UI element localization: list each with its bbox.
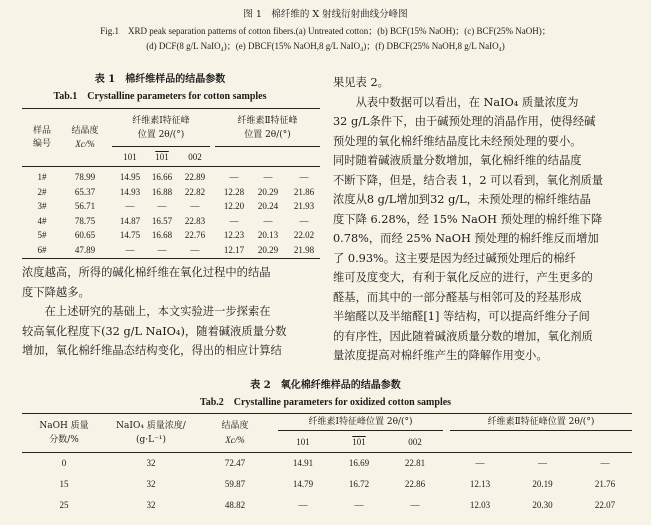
- table1-cell: 12.17: [223, 244, 245, 255]
- table1-cell: 16.57: [151, 215, 173, 226]
- table1-header-cellulose1: 纤维素Ⅰ特征峰: [132, 116, 190, 126]
- table2-header-crystallinity-unit: Xc/%: [225, 435, 245, 445]
- table1-header-cellulose1-unit: 位置 2θ/(°): [137, 130, 185, 140]
- table1-cell: 20.24: [257, 201, 279, 211]
- right-text-line: 32 g/L条件下，由于碱预处理的消晶作用，使得经碱: [333, 115, 596, 128]
- table2-cell: 14.91: [292, 458, 314, 468]
- table1-cell: 20.29: [257, 244, 279, 255]
- table1-top-rule: [22, 108, 320, 109]
- left-text-line: 在上述研究的基础上，本文实验进一步探索在: [22, 305, 271, 318]
- left-text-line: 浓度越高，所得的碱化棉纤维在氧化过程中的结晶: [22, 266, 271, 279]
- table2-title-en: Tab.2 Crystalline parameters for oxidized cotton samples: [199, 397, 452, 408]
- table1-cell: 16.68: [151, 230, 173, 240]
- table2-cell: —: [354, 500, 364, 510]
- table2-header-naoh-unit: 分数/%: [49, 435, 79, 445]
- table1-cell: 22.83: [184, 215, 206, 226]
- table1-c2-subrule: [215, 146, 320, 147]
- table1-cell: 22.89: [184, 172, 206, 182]
- table2-c2-subrule: [450, 430, 632, 431]
- table1-cell: 22.76: [184, 230, 206, 240]
- table2-header-crystallinity: 结晶度: [221, 421, 249, 431]
- table2-cell: 16.72: [348, 479, 370, 489]
- table1-bottom-rule: [22, 258, 320, 259]
- table1-cell: 14.95: [119, 172, 141, 182]
- right-text-line: 的有序性，因此随着碱液质量分数的增加，氧化剂质: [333, 329, 593, 343]
- table1-header-crystallinity-unit: Xc/%: [75, 139, 95, 149]
- table1-cell: 22.02: [293, 230, 315, 240]
- right-text-line: 醛基，而其中的一部分醛基与相邻可及的羟基形成: [333, 290, 582, 304]
- table1-header-crystallinity: 结晶度: [71, 126, 99, 136]
- table2-cell: 20.30: [532, 500, 553, 510]
- table1-header-101: 101: [123, 152, 137, 162]
- table1-cell: 22.82: [184, 186, 206, 197]
- table1-cell: 60.65: [74, 230, 96, 240]
- table2-cell: 22.86: [404, 479, 426, 489]
- table2-cell: —: [538, 458, 547, 468]
- right-text-line: 同时随着碱液质量分数增加，氧化棉纤维的结晶度: [333, 154, 582, 167]
- left-text-line: 增加，氧化棉纤维晶态结构变化，得出的相应计算结: [22, 344, 282, 357]
- table1-cell: 21.93: [293, 201, 315, 211]
- table2-cell: 16.69: [348, 458, 370, 468]
- table1-header-cellulose2-unit: 位置 2θ/(°): [244, 130, 291, 140]
- table2-header-cellulose1: 纤维素Ⅰ特征峰位置 2θ/(°): [308, 417, 413, 427]
- table2-title-cn: 表 2 氧化棉纤维样品的结晶参数: [250, 380, 401, 391]
- right-text-line: 0.78%，而经 25% NaOH 预处理的棉纤维反而增加: [333, 232, 599, 245]
- table2-top-rule: [22, 413, 632, 414]
- table1-cell: 14.93: [119, 186, 141, 197]
- table1-cell: 20.13: [257, 230, 279, 240]
- table1-cell: 12.23: [223, 230, 245, 240]
- right-text-line: 预处理的氧化棉纤维结晶度比未经预处理的要小。: [333, 134, 582, 148]
- table1-cell: —: [299, 215, 309, 226]
- table1-cell: 21.98: [293, 244, 315, 255]
- table1-cell: 20.29: [257, 186, 279, 197]
- table1-cell: 16.88: [151, 186, 173, 197]
- table2-header-naio4: NaIO₄ 质量浓度/: [116, 421, 186, 431]
- table1-c1-subrule: [112, 146, 210, 147]
- figure-caption-cn: 图 1 棉纤维的 X 射线衍射曲线分峰图: [243, 9, 408, 20]
- table1-header-sample: 样品: [32, 126, 51, 136]
- table1-cell: —: [190, 201, 200, 211]
- table2-header-rule: [22, 452, 632, 453]
- table1-header-rule: [22, 166, 320, 167]
- table1-row-label: 4#: [37, 215, 47, 226]
- table2-cell: 72.47: [224, 458, 246, 468]
- table1-row-label: 3#: [37, 201, 47, 211]
- table1-cell: 21.86: [293, 186, 315, 197]
- table2-cell: 32: [146, 500, 156, 510]
- table1-cell: 78.99: [74, 172, 96, 182]
- table1-cell: 56.71: [74, 201, 96, 211]
- table1-cell: —: [190, 244, 200, 255]
- table2-cell: 22.07: [594, 500, 616, 510]
- table2-cell: —: [298, 500, 308, 510]
- table1-cell: 12.28: [223, 186, 245, 197]
- table1-header-002: 002: [188, 152, 202, 162]
- table1-title-en: Tab.1 Crystalline parameters for cotton samples: [53, 91, 267, 102]
- table1-cell: 16.66: [151, 172, 173, 182]
- table2-row-label: 15: [59, 479, 69, 489]
- table1-cell: —: [229, 172, 239, 182]
- table1-row-label: 6#: [37, 244, 47, 255]
- table2-cell: 59.87: [224, 479, 246, 489]
- table2-header-cellulose2: 纤维素Ⅱ特征峰位置 2θ/(°): [487, 417, 595, 427]
- left-column-text: [22, 263, 287, 361]
- table1-header-cellulose2: 纤维素Ⅱ特征峰: [237, 116, 298, 126]
- right-text-line: 了 0.93%。这主要是因为经过碱预处理后的棉纤: [333, 251, 576, 265]
- table1-cell: 47.89: [74, 244, 96, 255]
- table1-cell: 14.87: [119, 215, 141, 226]
- right-text-line: 量浓度提高对棉纤维产生的降解作用变小。: [333, 349, 548, 362]
- table1-header-101bar: 101: [155, 152, 169, 162]
- table1-title-cn: 表 1 棉纤维样品的结晶参数: [94, 74, 226, 85]
- table2-header-002: 002: [408, 437, 422, 447]
- table1-cell: —: [263, 172, 273, 182]
- table2-cell: 48.82: [224, 500, 246, 510]
- table1-cell: 65.37: [74, 186, 96, 197]
- table2-header-101: 101: [296, 437, 310, 447]
- right-text-line: 浓度从8 g/L增加到32 g/L，未预处理的棉纤维结晶: [333, 193, 591, 206]
- figure-caption-en-line1: Fig.1 XRD peak separation patterns of cotton fibers.(a) Untreated cotton；(b) BCF(15% NaOH)；(c) BCF(25% NaOH)；: [100, 26, 551, 36]
- table1-cell: —: [299, 172, 309, 182]
- right-text-line: 维可及度变大，有利于氧化反应的进行，产生更多的: [333, 271, 593, 284]
- table2-c1-subrule: [278, 430, 443, 431]
- left-text-line: 度下降越多。: [22, 285, 90, 299]
- table1-row-label: 5#: [37, 230, 47, 240]
- table1-cell: 12.20: [223, 201, 245, 211]
- table1-cell: —: [157, 201, 167, 211]
- table1-cell: 78.75: [74, 215, 96, 226]
- right-text-line: 果见表 2。: [333, 76, 389, 89]
- table1-cell: —: [157, 244, 167, 255]
- table2-cell: 22.81: [404, 458, 426, 468]
- table2-cell: —: [475, 458, 485, 468]
- table2-cell: 32: [146, 479, 156, 489]
- table1-cell: 14.75: [119, 230, 141, 240]
- left-text-line: 较高氧化程度下(32 g/L NaIO₄)，随着碱液质量分数: [22, 324, 287, 338]
- table2-cell: —: [410, 500, 420, 510]
- table1-row-label: 1#: [37, 172, 47, 182]
- table2-cell: 21.76: [594, 479, 616, 489]
- table2-cell: 12.13: [469, 479, 491, 489]
- table1-cell: —: [125, 244, 135, 255]
- table2-header-101bar: 101: [352, 437, 366, 447]
- table2-header-naio4-unit: (g·L⁻¹): [136, 435, 166, 445]
- table2-header-naoh: NaOH 质量: [39, 421, 89, 431]
- table2-cell: 14.79: [292, 479, 314, 489]
- right-text-line: 从表中数据可以看出，在 NaIO₄ 质量浓度为: [333, 95, 579, 109]
- table2-row-label: 25: [59, 500, 69, 510]
- table1-cell: —: [125, 201, 135, 211]
- table1-row-label: 2#: [37, 186, 47, 197]
- right-text-line: 半缩醛以及半缩醛[1] 等结构，可以提高纤维分子间: [333, 310, 590, 323]
- right-text-line: 度下降 6.28%，经 15% NaOH 预处理的棉纤维下降: [333, 212, 603, 226]
- table1-cell: —: [263, 215, 273, 226]
- table1-header-sample-2: 编号: [32, 139, 51, 149]
- table2-row-label: 0: [61, 458, 67, 468]
- right-text-line: 不断下降，但是，结合表 1，2 可以看到，氧化剂质量: [333, 173, 604, 187]
- table2-cell: 32: [146, 458, 156, 468]
- table2-cell: 20.19: [532, 479, 553, 489]
- table1-cell: —: [229, 215, 239, 226]
- table2-cell: —: [600, 458, 610, 468]
- right-column-text: [333, 73, 603, 366]
- table2-cell: 12.03: [469, 500, 491, 510]
- figure-caption-en-line2: (d) DCF(8 g/L NaIO₄)；(e) DBCF(15% NaOH,8 g/L NaIO₄)；(f) DBCF(25% NaOH,8 g/L NaIO₄): [146, 41, 505, 51]
